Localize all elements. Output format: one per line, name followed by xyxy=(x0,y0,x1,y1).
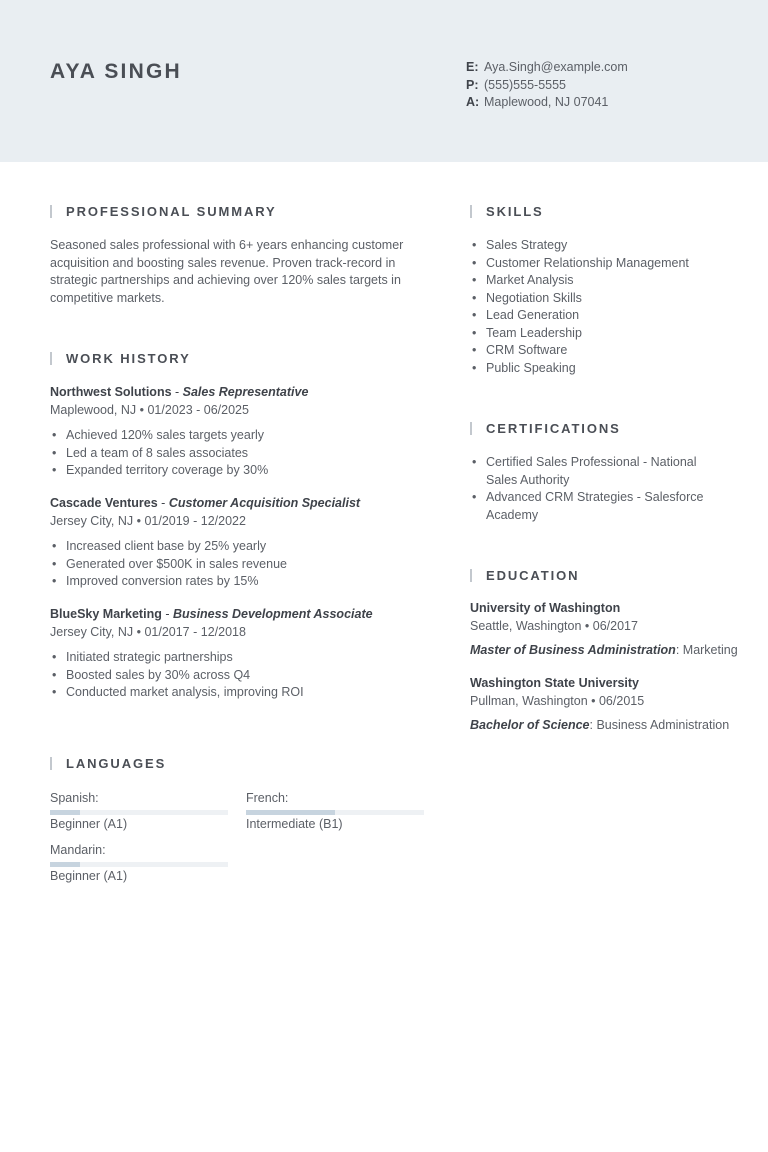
degree-name: Bachelor of Science xyxy=(470,718,590,732)
job-company: BlueSky Marketing xyxy=(50,607,162,621)
job-company: Cascade Ventures xyxy=(50,496,158,510)
job-dates: 01/2023 - 06/2025 xyxy=(147,402,249,417)
degree-colon: : xyxy=(675,643,683,657)
job-dates: 01/2019 - 12/2022 xyxy=(144,513,246,528)
job-bullet: • Led a team of 8 sales associates xyxy=(50,445,430,463)
email-value[interactable]: Aya.Singh@example.com xyxy=(484,60,628,74)
language-name: Spanish: xyxy=(50,791,99,805)
job-entry xyxy=(50,495,430,591)
summary-heading xyxy=(50,204,430,220)
skill-item: • Public Speaking xyxy=(470,360,730,378)
language-level: Beginner (A1) xyxy=(50,869,128,883)
languages-heading xyxy=(50,756,430,772)
proficiency-track xyxy=(50,810,228,815)
proficiency-fill xyxy=(246,810,335,815)
job-bullet: • Generated over $500K in sales revenue xyxy=(50,556,430,574)
job-bullet: • Initiated strategic partnerships xyxy=(50,649,430,667)
degree-colon: : xyxy=(589,718,597,732)
job-meta xyxy=(50,402,430,420)
contact-address-row xyxy=(466,94,628,112)
skills-section xyxy=(470,204,730,377)
language-level: Intermediate (B1) xyxy=(246,817,343,831)
candidate-name: AYA SINGH xyxy=(50,60,182,83)
meta-dot: • xyxy=(133,513,145,528)
header-band xyxy=(0,0,768,162)
school-name: University of Washington xyxy=(470,601,621,615)
certifications-section xyxy=(470,421,720,524)
graduation-date: 06/2017 xyxy=(592,618,638,633)
heading-bar xyxy=(470,422,472,435)
job-entry xyxy=(50,384,430,480)
skills-list xyxy=(470,237,730,377)
job-bullet: • Achieved 120% sales targets yearly xyxy=(50,427,430,445)
job-meta xyxy=(50,624,430,642)
education-heading-block xyxy=(470,568,730,584)
heading-bar xyxy=(50,757,52,770)
contact-block xyxy=(466,59,628,112)
degree-name: Master of Business Administration xyxy=(470,643,676,657)
job-heading xyxy=(50,495,430,513)
job-separator: - xyxy=(157,496,169,510)
job-bullet: • Improved conversion rates by 15% xyxy=(50,573,430,591)
job-bullets xyxy=(50,649,430,702)
proficiency-track xyxy=(246,810,424,815)
phone-value: (555)555-5555 xyxy=(484,77,567,92)
languages-heading-block xyxy=(50,756,430,772)
education-heading-text: EDUCATION xyxy=(486,568,580,583)
degree-line xyxy=(470,642,738,660)
contact-email-row xyxy=(466,59,628,77)
work-history-heading xyxy=(50,351,430,367)
skill-item: • Negotiation Skills xyxy=(470,290,730,308)
heading-bar xyxy=(50,352,52,365)
contact-phone-row xyxy=(466,77,628,95)
skill-item: • Customer Relationship Management xyxy=(470,255,730,273)
address-key: A: xyxy=(466,95,480,109)
job-title: Sales Representative xyxy=(182,385,309,399)
heading-bar xyxy=(470,205,472,218)
job-heading xyxy=(50,384,430,402)
certification-item: • Certified Sales Professional - National Sales Authority xyxy=(470,454,710,489)
job-location: Jersey City, NJ xyxy=(50,624,134,639)
job-heading xyxy=(50,606,430,624)
job-bullet: • Conducted market analysis, improving ROI xyxy=(50,684,430,702)
skill-item: • CRM Software xyxy=(470,342,730,360)
school-name: Washington State University xyxy=(470,676,640,690)
job-location: Maplewood, NJ xyxy=(50,402,137,417)
summary-heading-text: PROFESSIONAL SUMMARY xyxy=(66,204,277,219)
languages-heading-text: LANGUAGES xyxy=(66,756,167,771)
skill-item: • Sales Strategy xyxy=(470,237,730,255)
degree-field: Marketing xyxy=(682,643,738,657)
summary-text: Seasoned sales professional with 6+ years enhancing customer acquisition and boosting sales revenue. Proven track-record in strategic partnerships and achieving over 120% sales targets in competitive markets. xyxy=(50,238,404,305)
work-history-heading-block xyxy=(50,351,430,367)
certifications-heading-text: CERTIFICATIONS xyxy=(486,421,621,436)
skills-heading xyxy=(470,204,730,220)
skill-item: • Lead Generation xyxy=(470,307,730,325)
job-title: Customer Acquisition Specialist xyxy=(168,496,361,510)
language-level: Beginner (A1) xyxy=(50,817,128,831)
proficiency-fill xyxy=(50,862,80,867)
email-key: E: xyxy=(466,60,479,74)
graduation-date: 06/2015 xyxy=(598,693,645,708)
job-meta xyxy=(50,513,430,531)
skill-item: • Team Leadership xyxy=(470,325,730,343)
job-company: Northwest Solutions xyxy=(50,385,172,399)
meta-dot: • xyxy=(136,402,148,417)
language-entry xyxy=(50,842,228,884)
meta-dot: • xyxy=(581,618,593,633)
address-value: Maplewood, NJ 07041 xyxy=(484,95,609,109)
school-meta xyxy=(470,618,730,636)
skill-item: • Market Analysis xyxy=(470,272,730,290)
job-bullets xyxy=(50,538,430,591)
job-bullets xyxy=(50,427,430,480)
work-history-heading-text: WORK HISTORY xyxy=(66,351,191,366)
school-location: Seattle, Washington xyxy=(470,618,582,633)
proficiency-track xyxy=(50,862,228,867)
language-entry xyxy=(50,790,228,832)
education-entry xyxy=(470,675,730,735)
job-bullet: • Increased client base by 25% yearly xyxy=(50,538,430,556)
job-entry xyxy=(50,606,430,702)
language-entry xyxy=(246,790,424,832)
job-bullet: • Boosted sales by 30% across Q4 xyxy=(50,667,430,685)
heading-bar xyxy=(470,569,472,582)
job-dates: 01/2017 - 12/2018 xyxy=(144,624,246,639)
phone-key: P: xyxy=(466,77,479,92)
summary-section xyxy=(50,204,430,307)
job-separator: - xyxy=(171,385,183,399)
job-title: Business Development Associate xyxy=(172,607,373,621)
education-entry xyxy=(470,600,738,660)
school-meta xyxy=(470,693,730,711)
job-separator: - xyxy=(161,607,173,621)
education-heading xyxy=(470,568,730,584)
skills-heading-text: SKILLS xyxy=(486,204,544,219)
language-name: French: xyxy=(246,791,289,805)
degree-field: Business Administration xyxy=(596,718,730,732)
meta-dot: • xyxy=(133,624,145,639)
school-location: Pullman, Washington xyxy=(470,693,588,708)
degree-line xyxy=(470,717,730,735)
language-name: Mandarin: xyxy=(50,843,106,857)
job-bullet: • Expanded territory coverage by 30% xyxy=(50,462,430,480)
certifications-list xyxy=(470,454,710,524)
proficiency-fill xyxy=(50,810,80,815)
job-location: Jersey City, NJ xyxy=(50,513,134,528)
certifications-heading xyxy=(470,421,720,437)
meta-dot: • xyxy=(587,693,599,708)
heading-bar xyxy=(50,205,52,218)
certification-item: • Advanced CRM Strategies - Salesforce Academy xyxy=(470,489,710,524)
